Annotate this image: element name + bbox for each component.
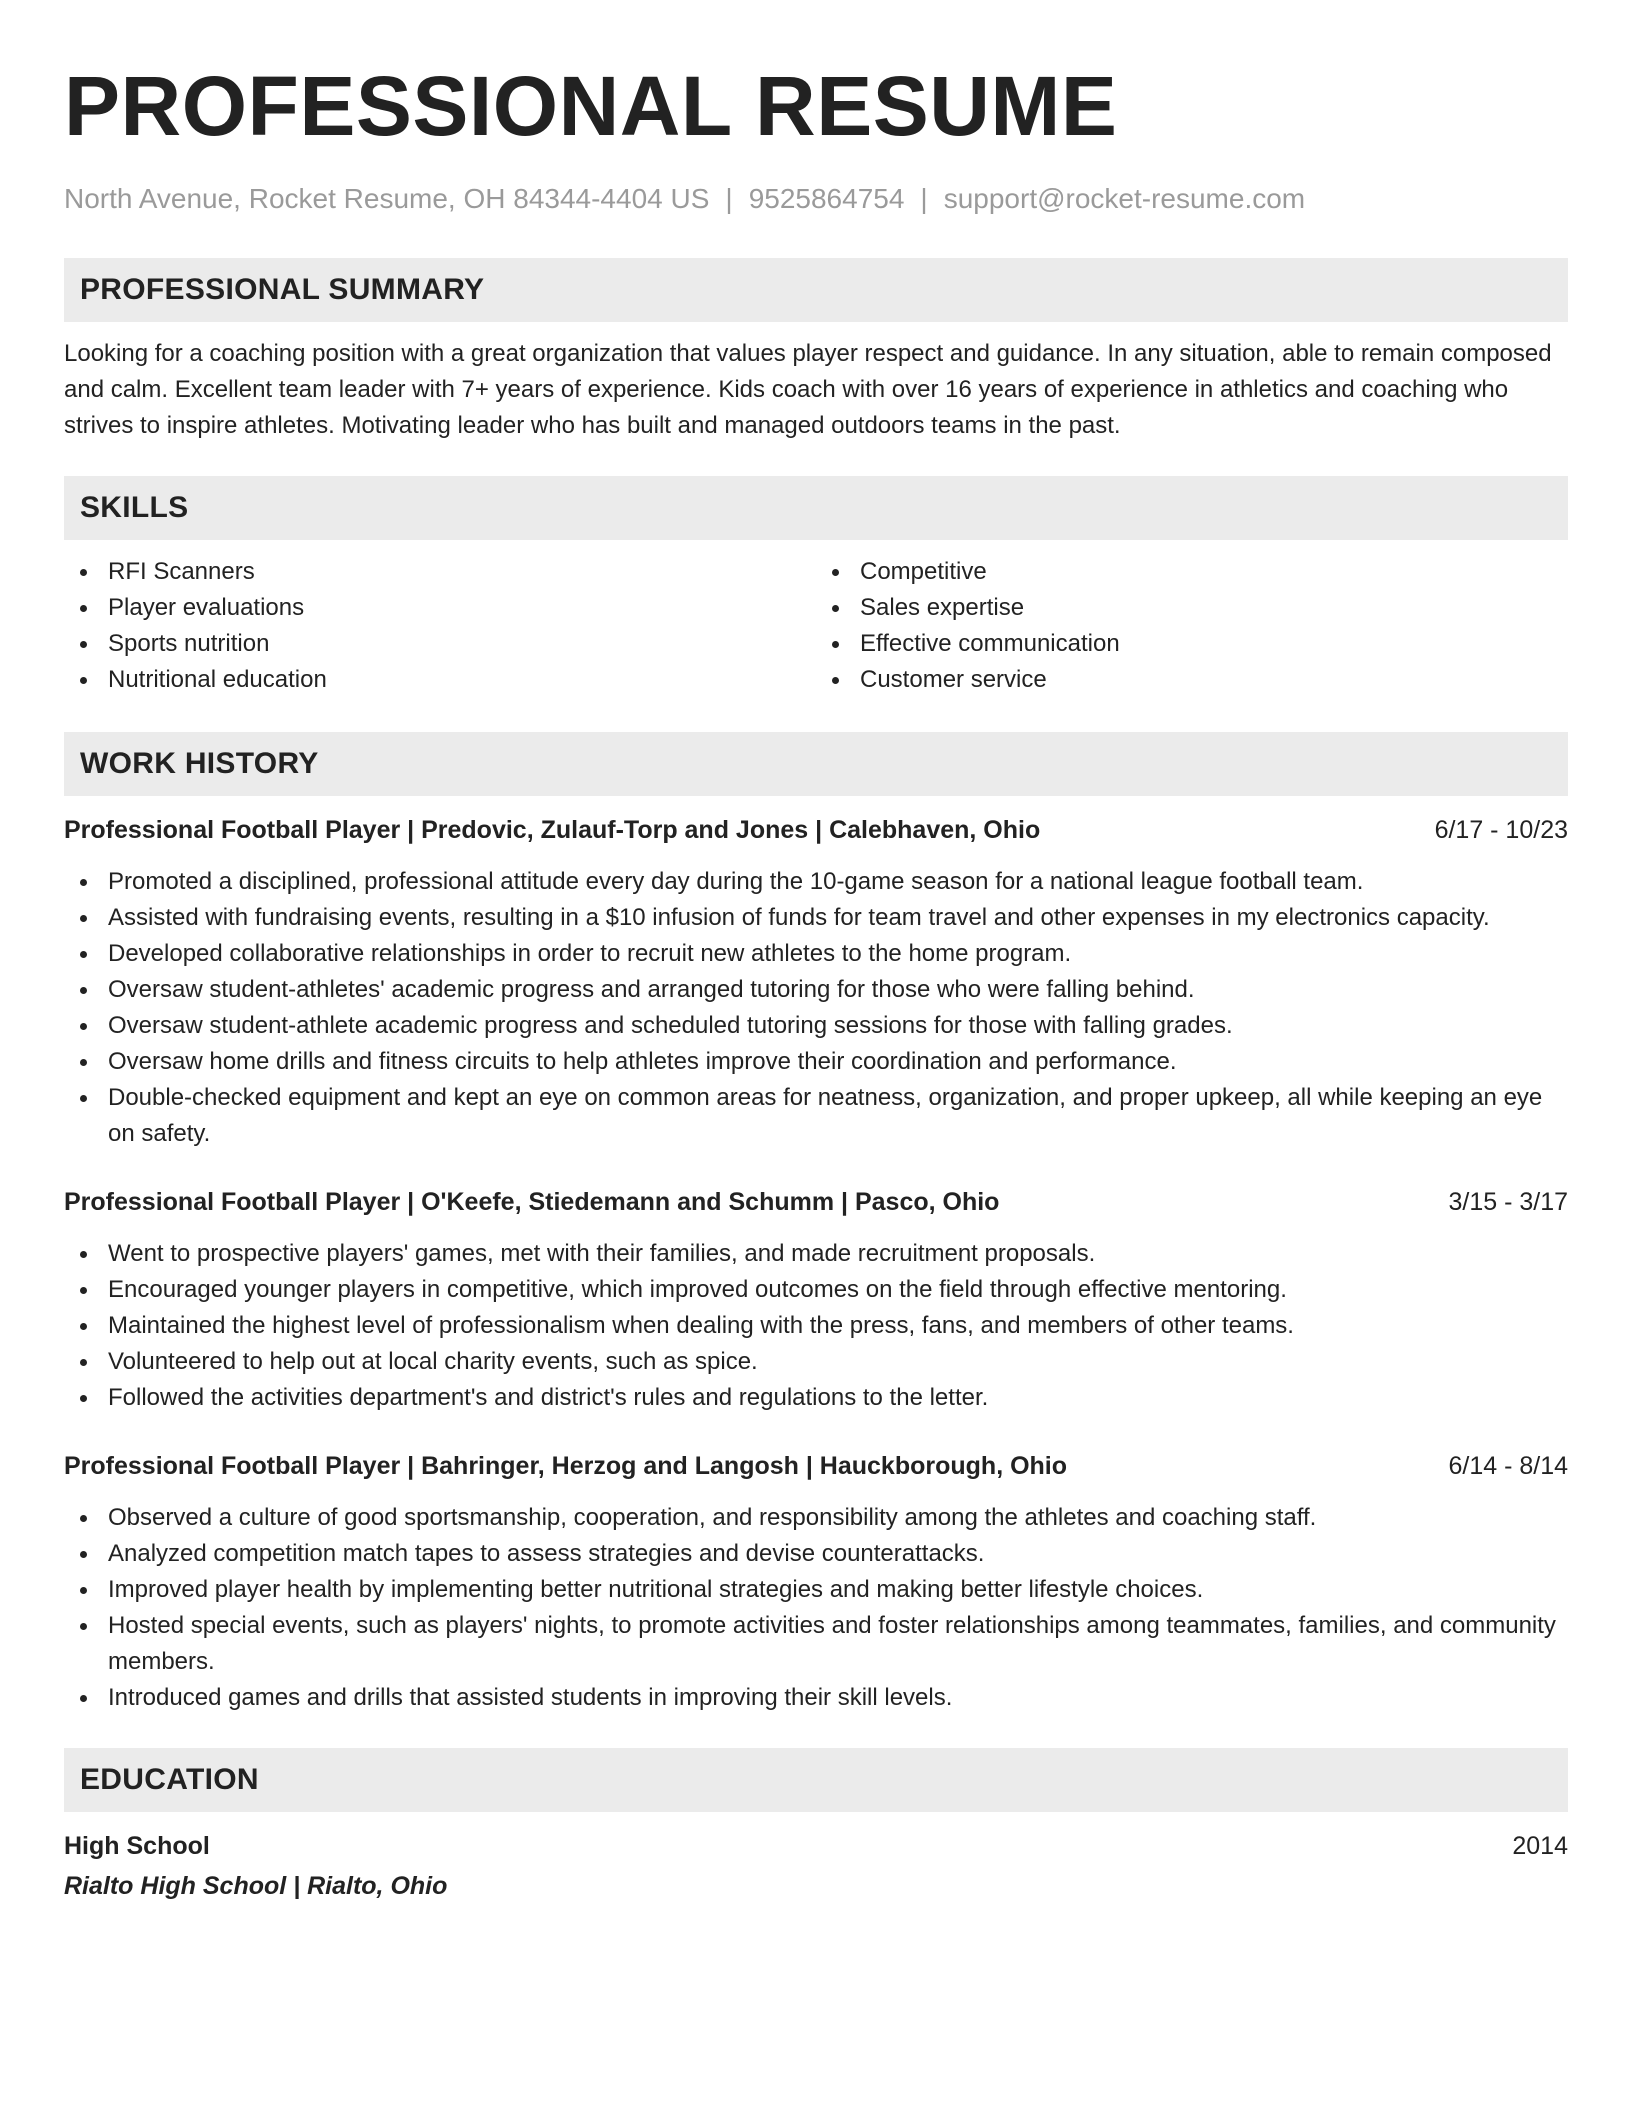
contact-separator: | (920, 183, 928, 214)
job-bullet: Oversaw home drills and fitness circuits to help athletes improve their coordination and performance. (64, 1044, 1568, 1080)
job-bullet: Analyzed competition match tapes to assess strategies and devise counterattacks. (64, 1536, 1568, 1572)
skill-item: Effective communication (816, 626, 1568, 662)
job-bullet: Maintained the highest level of professionalism when dealing with the press, fans, and members of other teams. (64, 1308, 1568, 1344)
job-header (64, 1448, 1568, 1484)
skill-item: Competitive (816, 554, 1568, 590)
job-bullet: Introduced games and drills that assisted students in improving their skill levels. (64, 1680, 1568, 1716)
education-entry (64, 1828, 1568, 1904)
job-bullet: Assisted with fundraising events, resulting in a $10 infusion of funds for team travel and other expenses in my electronics capacity. (64, 900, 1568, 936)
skill-item: RFI Scanners (64, 554, 816, 590)
job-bullet: Double-checked equipment and kept an eye on common areas for neatness, organization, and proper upkeep, all while keeping an eye on safety. (64, 1080, 1568, 1152)
skills-column-left (64, 554, 816, 698)
job-entry (64, 1448, 1568, 1716)
job-title: Professional Football Player | Bahringer, Herzog and Langosh | Hauckborough, Ohio (64, 1452, 1068, 1480)
contact-email: support@rocket-resume.com (943, 183, 1306, 214)
job-bullet: Oversaw student-athlete academic progress and scheduled tutoring sessions for those with falling grades. (64, 1008, 1568, 1044)
education-heading: EDUCATION (64, 1748, 1568, 1812)
contact-phone: 9525864754 (748, 183, 905, 214)
job-bullet: Encouraged younger players in competitive, which improved outcomes on the field through effective mentoring. (64, 1272, 1568, 1308)
job-dates: 3/15 - 3/17 (1448, 1188, 1568, 1216)
skills-column-right (816, 554, 1568, 698)
summary-text: Looking for a coaching position with a great organization that values player respect and guidance. In any situation, able to remain composed and calm. Excellent team leader with 7+ years of experience. Kids coach with over 16 years of experience in athletics and coaching who strives to inspire athletes. Motivating leader who has built and managed outdoors teams in the past. (64, 340, 1552, 439)
job-bullet: Observed a culture of good sportsmanship, cooperation, and responsibility among the athletes and coaching staff. (64, 1500, 1568, 1536)
job-bullet: Promoted a disciplined, professional attitude every day during the 10-game season for a national league football team. (64, 864, 1568, 900)
job-header (64, 812, 1568, 848)
skills-heading: SKILLS (64, 476, 1568, 540)
contact-separator: | (725, 183, 733, 214)
skills-list (64, 554, 1568, 698)
job-bullet: Followed the activities department's and district's rules and regulations to the letter. (64, 1380, 1568, 1416)
education-header (64, 1828, 1568, 1864)
job-entry (64, 1184, 1568, 1416)
skill-item: Nutritional education (64, 662, 816, 698)
job-dates: 6/14 - 8/14 (1448, 1452, 1568, 1480)
education-degree: High School (64, 1832, 210, 1860)
education-school: Rialto High School | Rialto, Ohio (64, 1872, 448, 1900)
summary-heading: PROFESSIONAL SUMMARY (64, 258, 1568, 322)
job-bullets (64, 864, 1568, 1152)
contact-line (64, 182, 1568, 216)
education-year: 2014 (1512, 1832, 1568, 1860)
job-bullet: Volunteered to help out at local charity events, such as spice. (64, 1344, 1568, 1380)
job-title: Professional Football Player | Predovic, Zulauf-Torp and Jones | Calebhaven, Ohio (64, 816, 1041, 844)
job-bullet: Went to prospective players' games, met with their families, and made recruitment proposals. (64, 1236, 1568, 1272)
job-bullets (64, 1500, 1568, 1716)
job-header (64, 1184, 1568, 1220)
contact-address: North Avenue, Rocket Resume, OH 84344-4404 US (64, 183, 710, 214)
skill-item: Customer service (816, 662, 1568, 698)
job-bullet: Improved player health by implementing better nutritional strategies and making better lifestyle choices. (64, 1572, 1568, 1608)
job-bullet: Oversaw student-athletes' academic progress and arranged tutoring for those who were falling behind. (64, 972, 1568, 1008)
skill-item: Player evaluations (64, 590, 816, 626)
skill-item: Sports nutrition (64, 626, 816, 662)
job-title: Professional Football Player | O'Keefe, Stiedemann and Schumm | Pasco, Ohio (64, 1188, 1000, 1216)
resume-title: PROFESSIONAL RESUME (64, 59, 1118, 153)
job-bullets (64, 1236, 1568, 1416)
job-dates: 6/17 - 10/23 (1434, 816, 1568, 844)
job-bullet: Hosted special events, such as players' nights, to promote activities and foster relationships among teammates, families, and community members. (64, 1608, 1568, 1680)
work-history-heading: WORK HISTORY (64, 732, 1568, 796)
job-bullet: Developed collaborative relationships in order to recruit new athletes to the home program. (64, 936, 1568, 972)
skill-item: Sales expertise (816, 590, 1568, 626)
job-entry (64, 812, 1568, 1152)
